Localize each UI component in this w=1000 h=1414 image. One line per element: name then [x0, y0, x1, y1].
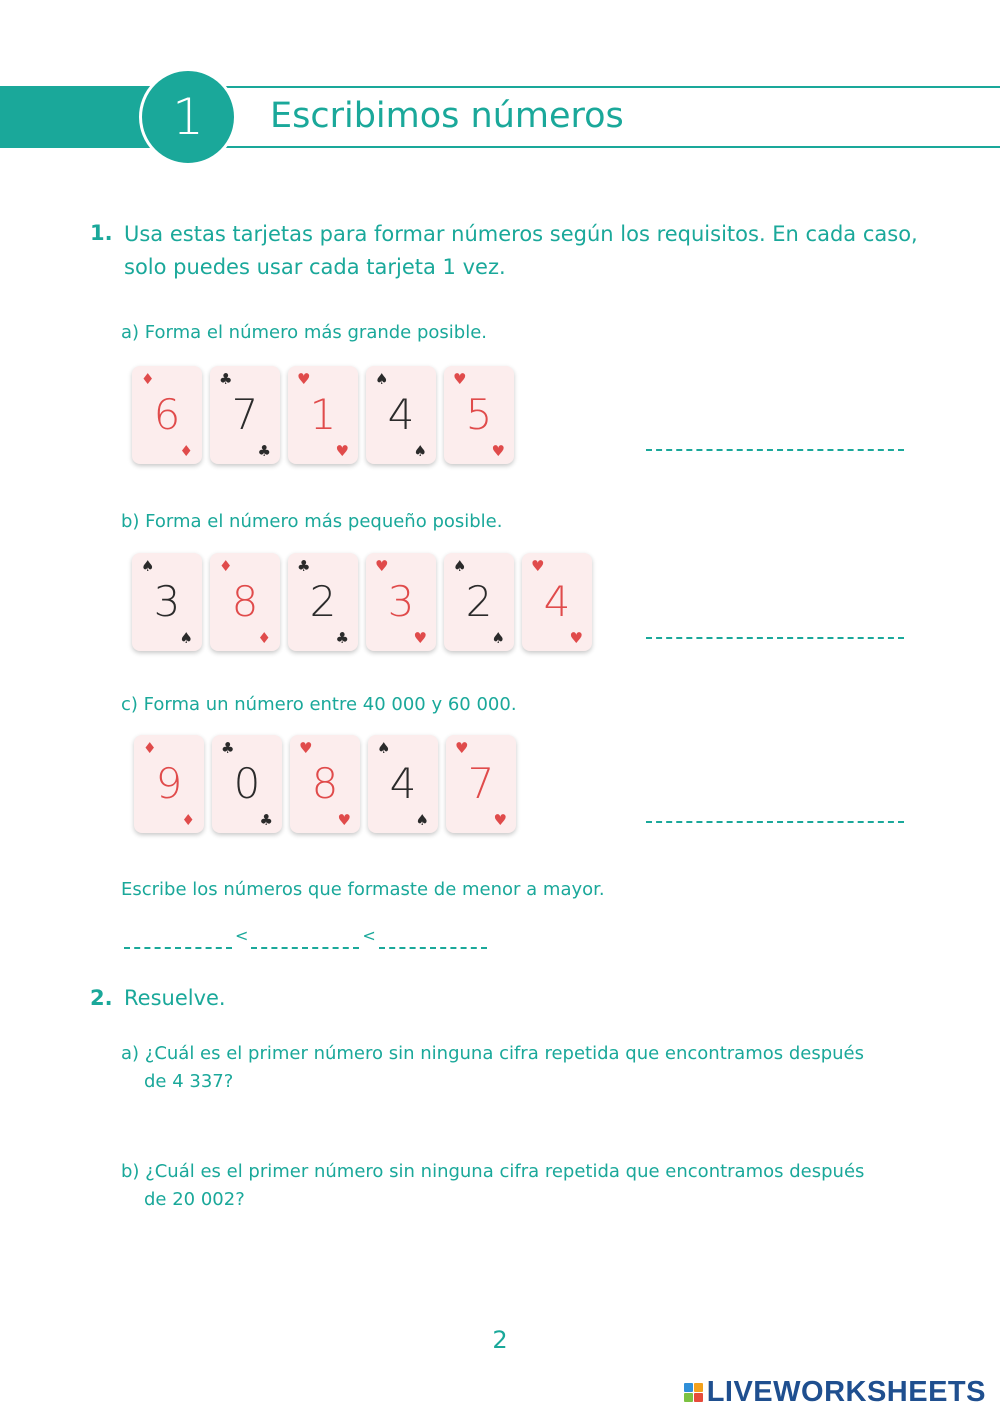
playing-card — [210, 553, 280, 651]
header-line-bottom — [225, 146, 1000, 148]
card-suit-icon: ♣ — [219, 370, 233, 388]
playing-card — [522, 553, 592, 651]
card-suit-icon: ♦ — [143, 739, 157, 757]
order-field-3[interactable] — [379, 947, 487, 949]
card-suit-icon: ♥ — [493, 811, 507, 829]
card-suit-icon: ♠ — [415, 811, 429, 829]
card-digit: 8 — [311, 759, 339, 808]
card-suit-icon: ♠ — [141, 557, 155, 575]
question-1-line-2: solo puedes usar cada tarjeta 1 vez. — [124, 255, 506, 279]
question-2-title: Resuelve. — [124, 986, 226, 1010]
less-than-symbol: < — [362, 926, 376, 945]
card-suit-icon: ♦ — [257, 629, 271, 647]
card-digit: 2 — [309, 577, 337, 626]
card-suit-icon: ♥ — [337, 811, 351, 829]
card-suit-icon: ♥ — [491, 442, 505, 460]
question-2b-line-1: b) ¿Cuál es el primer número sin ninguna cifra repetida que encontramos después — [121, 1161, 865, 1182]
card-suit-icon: ♥ — [299, 739, 313, 757]
liveworksheets-logo — [684, 1376, 986, 1409]
card-suit-icon: ♣ — [297, 557, 311, 575]
playing-card — [288, 553, 358, 651]
playing-card — [444, 366, 514, 464]
card-suit-icon: ♠ — [453, 557, 467, 575]
question-2b-line-2: de 20 002? — [144, 1189, 245, 1210]
liveworksheets-logo-icon — [684, 1383, 703, 1402]
liveworksheets-brand: LIVEWORKSHEETS — [706, 1376, 986, 1408]
playing-card — [366, 366, 436, 464]
order-answer-row — [124, 926, 487, 951]
playing-card — [444, 553, 514, 651]
header-line-top — [225, 86, 1000, 88]
card-suit-icon: ♥ — [297, 370, 311, 388]
question-2-number: 2. — [90, 986, 113, 1010]
card-row-c — [134, 735, 524, 833]
card-digit: 7 — [231, 390, 259, 439]
question-1-line-1: Usa estas tarjetas para formar números según los requisitos. En cada caso, — [124, 222, 918, 246]
card-suit-icon: ♠ — [413, 442, 427, 460]
card-suit-icon: ♥ — [455, 739, 469, 757]
card-suit-icon: ♦ — [179, 442, 193, 460]
card-row-b — [132, 553, 600, 651]
playing-card — [446, 735, 516, 833]
card-digit: 5 — [465, 390, 493, 439]
order-field-1[interactable] — [124, 947, 232, 949]
card-row-a — [132, 366, 522, 464]
playing-card — [290, 735, 360, 833]
card-digit: 0 — [233, 759, 261, 808]
subquestion-a-label: a) Forma el número más grande posible. — [121, 322, 488, 343]
card-suit-icon: ♥ — [375, 557, 389, 575]
answer-field-b[interactable] — [646, 637, 904, 639]
card-suit-icon: ♣ — [257, 442, 271, 460]
card-suit-icon: ♥ — [413, 629, 427, 647]
card-digit: 3 — [387, 577, 415, 626]
card-digit: 2 — [465, 577, 493, 626]
card-suit-icon: ♠ — [375, 370, 389, 388]
playing-card — [132, 553, 202, 651]
card-suit-icon: ♠ — [491, 629, 505, 647]
playing-card — [134, 735, 204, 833]
card-digit: 3 — [153, 577, 181, 626]
playing-card — [212, 735, 282, 833]
playing-card — [210, 366, 280, 464]
header-bar — [0, 86, 150, 148]
playing-card — [288, 366, 358, 464]
answer-field-c[interactable] — [646, 821, 904, 823]
card-digit: 4 — [387, 390, 415, 439]
card-digit: 6 — [153, 390, 181, 439]
question-2a-line-2: de 4 337? — [144, 1071, 234, 1092]
card-suit-icon: ♥ — [453, 370, 467, 388]
card-suit-icon: ♥ — [531, 557, 545, 575]
card-suit-icon: ♣ — [221, 739, 235, 757]
card-suit-icon: ♥ — [569, 629, 583, 647]
order-field-2[interactable] — [251, 947, 359, 949]
playing-card — [366, 553, 436, 651]
card-suit-icon: ♦ — [219, 557, 233, 575]
card-digit: 4 — [543, 577, 571, 626]
card-suit-icon: ♠ — [179, 629, 193, 647]
page-title: Escribimos números — [270, 96, 624, 136]
order-instruction: Escribe los números que formaste de menor a mayor. — [121, 879, 605, 900]
card-digit: 7 — [467, 759, 495, 808]
subquestion-b-label: b) Forma el número más pequeño posible. — [121, 511, 503, 532]
less-than-symbol: < — [235, 926, 249, 945]
card-digit: 4 — [389, 759, 417, 808]
card-digit: 1 — [309, 390, 337, 439]
card-suit-icon: ♣ — [259, 811, 273, 829]
card-suit-icon: ♣ — [335, 629, 349, 647]
question-2a-line-1: a) ¿Cuál es el primer número sin ninguna cifra repetida que encontramos después — [121, 1043, 865, 1064]
card-suit-icon: ♥ — [335, 442, 349, 460]
unit-number-badge: 1 — [139, 68, 237, 166]
card-digit: 9 — [155, 759, 183, 808]
playing-card — [368, 735, 438, 833]
page-number: 2 — [492, 1326, 508, 1354]
card-suit-icon: ♦ — [141, 370, 155, 388]
subquestion-c-label: c) Forma un número entre 40 000 y 60 000. — [121, 694, 517, 715]
playing-card — [132, 366, 202, 464]
answer-field-a[interactable] — [646, 449, 904, 451]
card-digit: 8 — [231, 577, 259, 626]
question-1-number: 1. — [90, 221, 113, 245]
card-suit-icon: ♠ — [377, 739, 391, 757]
card-suit-icon: ♦ — [181, 811, 195, 829]
